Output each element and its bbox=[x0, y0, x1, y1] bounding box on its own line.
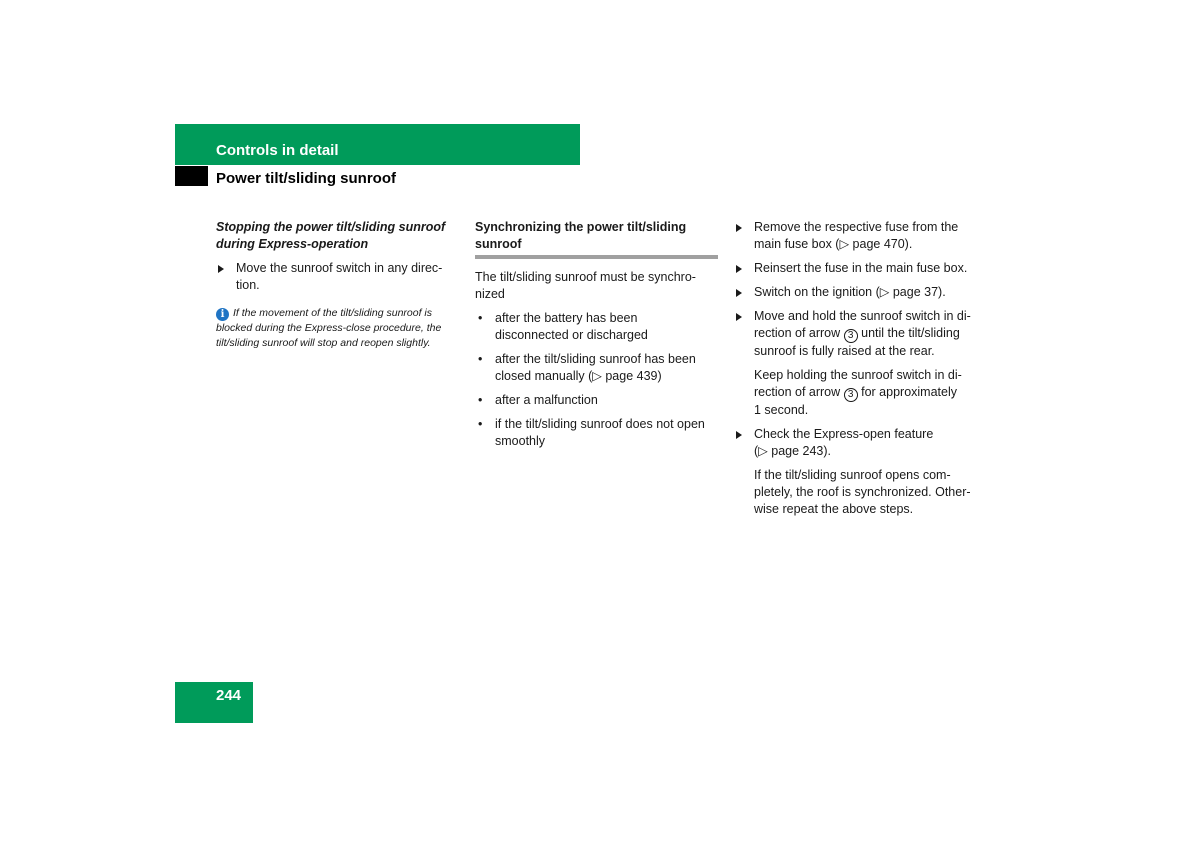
info-note bbox=[216, 306, 458, 351]
detail-text: wise repeat the above steps. bbox=[754, 502, 914, 516]
step-text: tion. bbox=[236, 278, 260, 292]
step-text: Move and hold the sunroof switch in di- bbox=[754, 309, 971, 323]
list-item bbox=[475, 416, 718, 450]
step-text: Reinsert the fuse in the main fuse box. bbox=[754, 261, 968, 275]
intro-paragraph bbox=[475, 269, 718, 303]
page-number-box bbox=[175, 682, 253, 723]
step-arrow-icon bbox=[218, 265, 224, 273]
step-text: Check the Express-open feature bbox=[754, 427, 934, 441]
step-detail-paragraph bbox=[734, 367, 980, 419]
step-text: sunroof is fully raised at the rear. bbox=[754, 344, 935, 358]
step-detail-paragraph bbox=[734, 467, 980, 518]
page-subtitle: Power tilt/sliding sunroof bbox=[216, 170, 396, 187]
column-synchronizing bbox=[475, 219, 718, 457]
detail-text-part: for approximately bbox=[861, 385, 957, 399]
detail-text bbox=[754, 384, 980, 402]
step-text: Switch on the ignition (▷ page 37). bbox=[754, 285, 946, 299]
note-text: blocked during the Express-close procedure, the bbox=[216, 322, 442, 334]
detail-text: pletely, the roof is synchronized. Other- bbox=[754, 485, 971, 499]
list-item-text: after the tilt/sliding sunroof has been bbox=[495, 352, 696, 366]
step-arrow-icon bbox=[736, 224, 742, 232]
instruction-step bbox=[216, 260, 458, 294]
list-item-text: closed manually (▷ page 439) bbox=[495, 369, 662, 383]
instruction-step bbox=[734, 308, 980, 360]
intro-text: nized bbox=[475, 287, 505, 301]
bullet-icon: • bbox=[478, 311, 483, 325]
step-text-part: rection of arrow bbox=[754, 326, 841, 340]
step-text-part: until the tilt/sliding bbox=[861, 326, 960, 340]
bullet-icon: • bbox=[478, 393, 483, 407]
detail-text-part: rection of arrow bbox=[754, 385, 841, 399]
list-item bbox=[475, 310, 718, 344]
heading-synchronizing bbox=[475, 219, 718, 259]
step-text: Move the sunroof switch in any direc- bbox=[236, 261, 443, 275]
instruction-step bbox=[734, 426, 980, 460]
step-text bbox=[754, 325, 980, 343]
list-item-text: if the tilt/sliding sunroof does not open bbox=[495, 417, 705, 431]
section-title: Controls in detail bbox=[216, 142, 339, 159]
bullet-icon: • bbox=[478, 352, 483, 366]
list-item-text: after the battery has been bbox=[495, 311, 638, 325]
step-arrow-icon bbox=[736, 265, 742, 273]
heading-line: Synchronizing the power tilt/sliding bbox=[475, 220, 687, 234]
detail-text: If the tilt/sliding sunroof opens com- bbox=[754, 468, 951, 482]
arrow-number-badge: 3 bbox=[844, 329, 858, 343]
list-item-text: disconnected or discharged bbox=[495, 328, 648, 342]
step-text: Remove the respective fuse from the bbox=[754, 220, 959, 234]
column-synchronizing-steps bbox=[734, 219, 980, 525]
heading-stopping-express bbox=[216, 219, 458, 253]
list-item-text: after a malfunction bbox=[495, 393, 598, 407]
page-number: 244 bbox=[216, 687, 242, 704]
detail-text: 1 second. bbox=[754, 403, 809, 417]
intro-text: The tilt/sliding sunroof must be synchro- bbox=[475, 270, 696, 284]
instruction-step bbox=[734, 260, 980, 277]
section-marker-tab bbox=[175, 166, 208, 186]
instruction-step bbox=[734, 284, 980, 301]
instruction-step bbox=[734, 219, 980, 253]
list-item bbox=[475, 351, 718, 385]
heading-line: sunroof bbox=[475, 237, 522, 251]
info-icon: i bbox=[216, 308, 229, 321]
heading-line: during Express-operation bbox=[216, 237, 369, 251]
step-arrow-icon bbox=[736, 313, 742, 321]
bullet-icon: • bbox=[478, 417, 483, 431]
column-stopping-express bbox=[216, 219, 458, 351]
note-text: tilt/sliding sunroof will stop and reopen slightly. bbox=[216, 337, 431, 349]
step-text: main fuse box (▷ page 470). bbox=[754, 237, 913, 251]
step-arrow-icon bbox=[736, 431, 742, 439]
step-arrow-icon bbox=[736, 289, 742, 297]
list-item-text: smoothly bbox=[495, 434, 546, 448]
arrow-number-badge: 3 bbox=[844, 388, 858, 402]
step-text: (▷ page 243). bbox=[754, 444, 832, 458]
detail-text: Keep holding the sunroof switch in di- bbox=[754, 368, 962, 382]
list-item bbox=[475, 392, 718, 409]
heading-line: Stopping the power tilt/sliding sunroof bbox=[216, 220, 446, 234]
note-text: If the movement of the tilt/sliding sunroof is bbox=[233, 307, 433, 319]
